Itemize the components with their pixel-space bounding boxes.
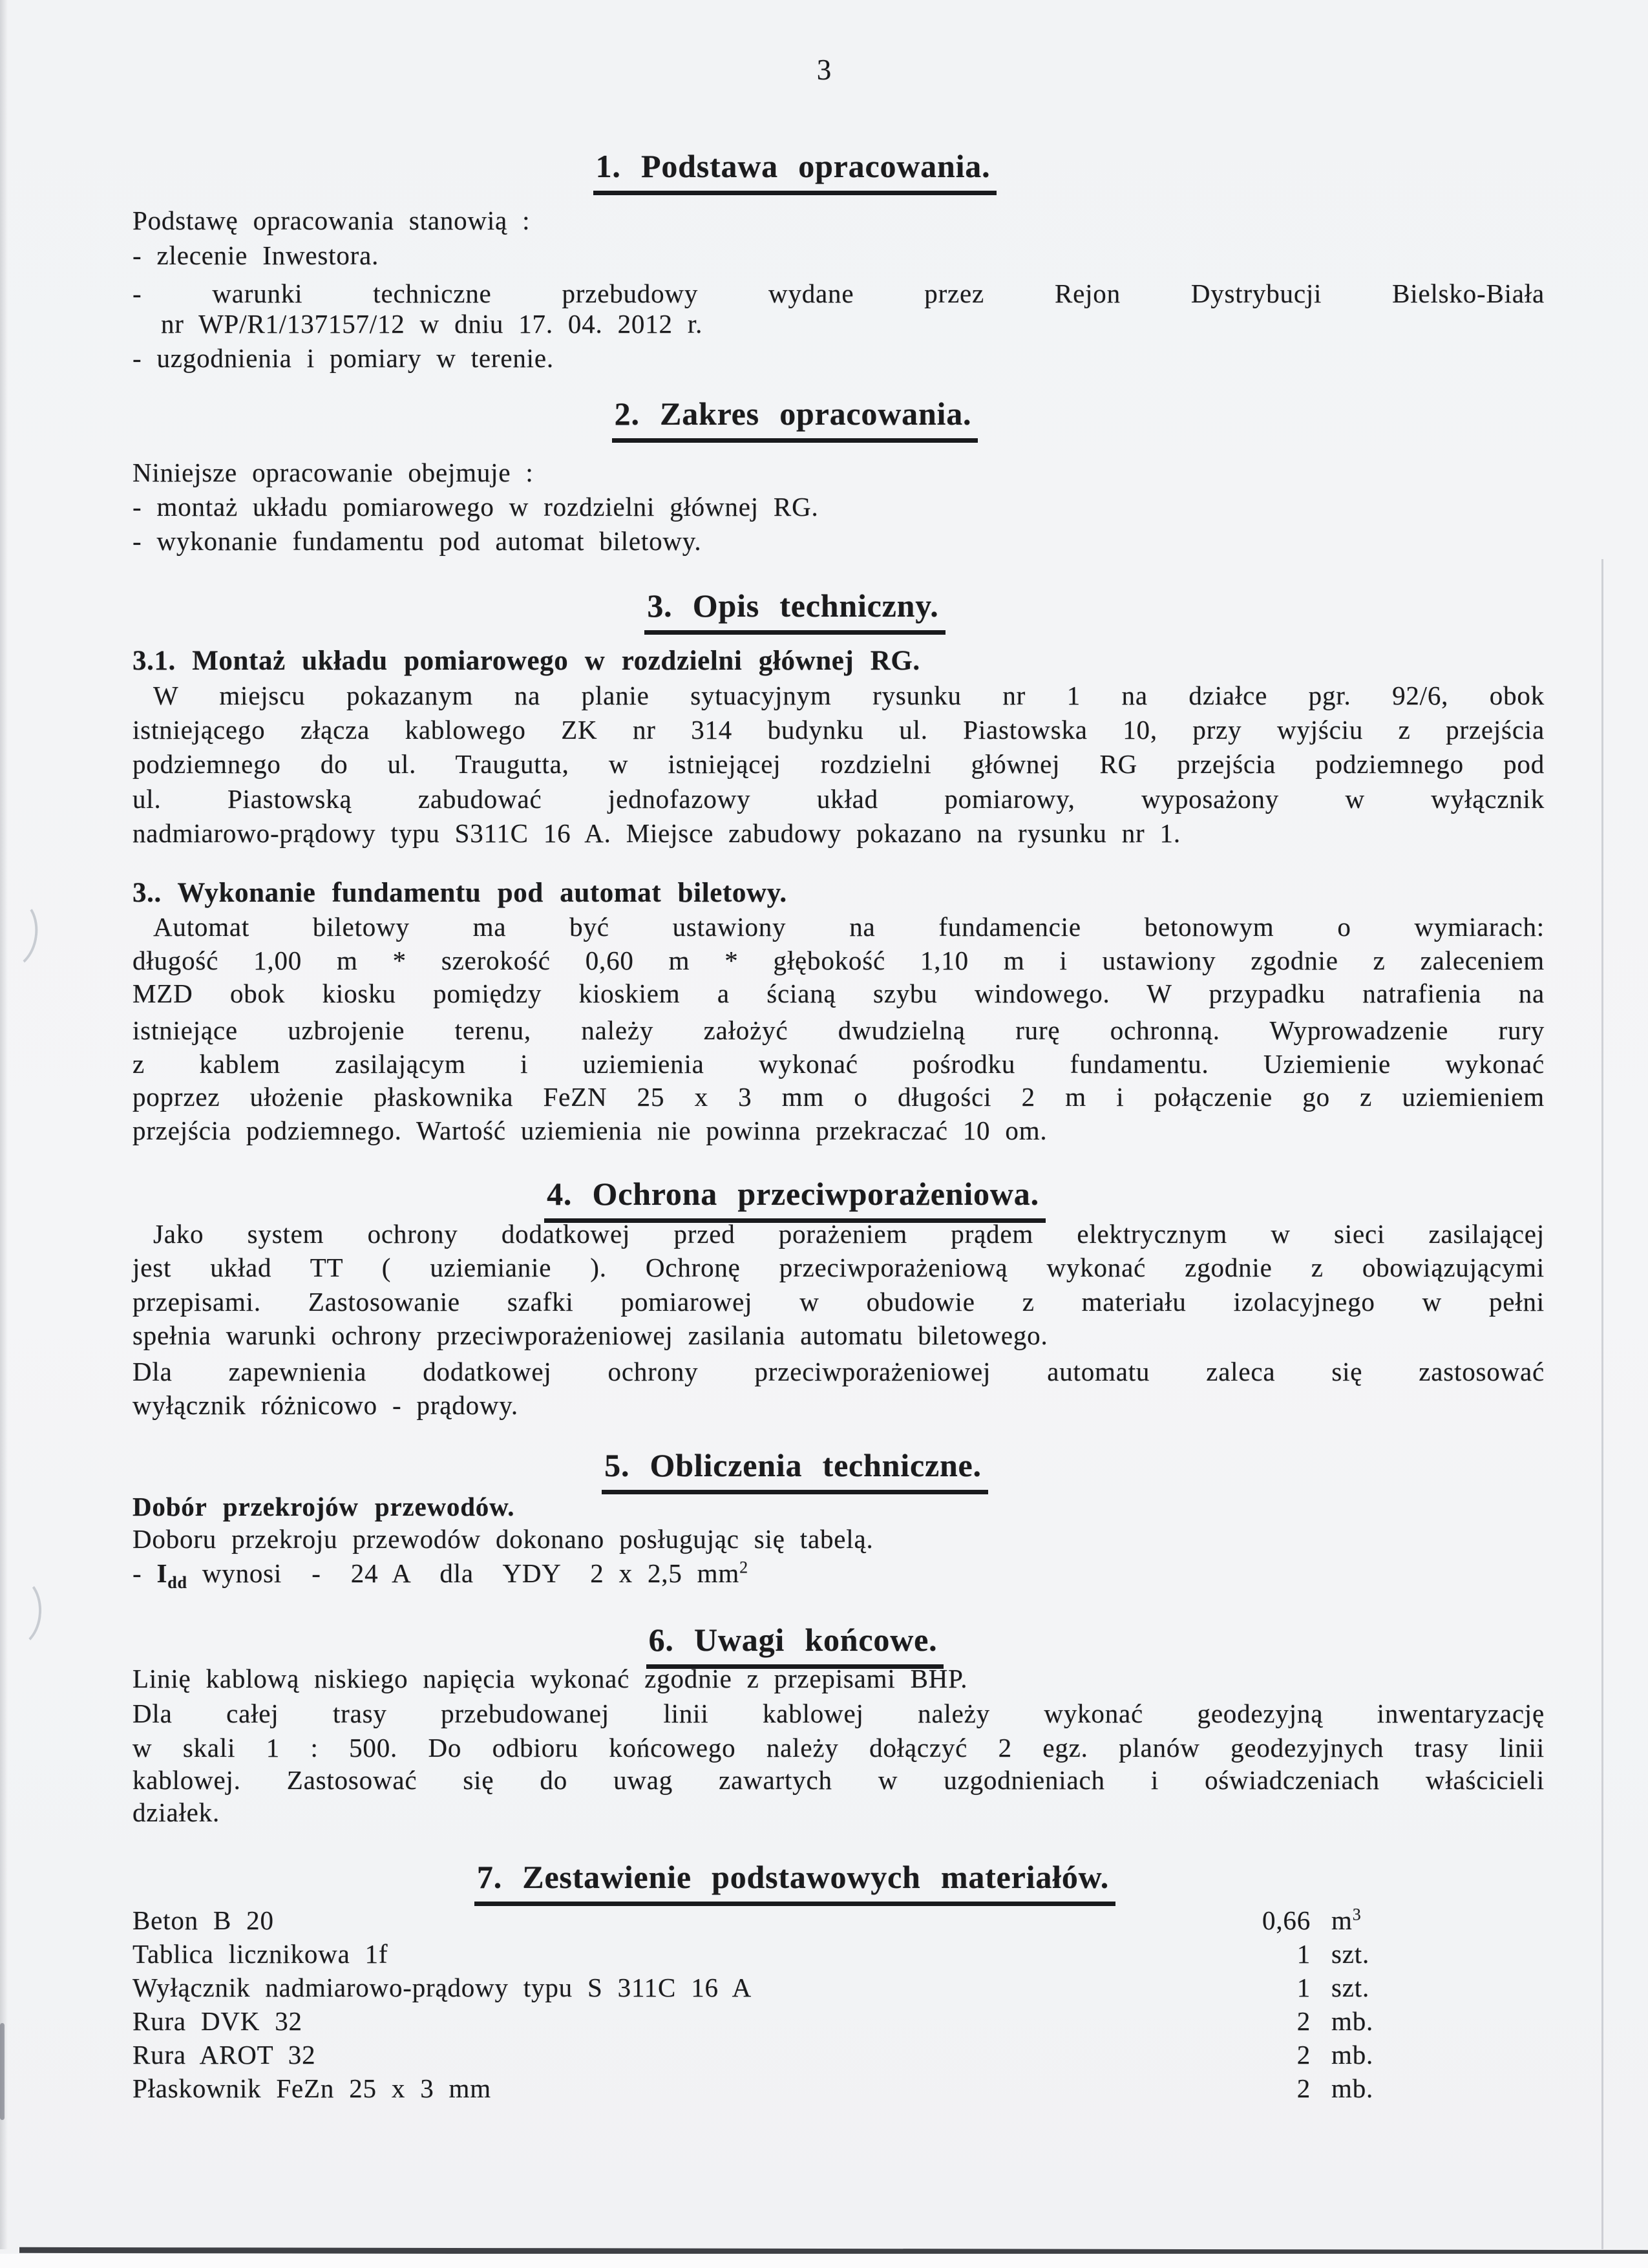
s31-paragraph-line: podziemnego do ul. Traugutta, w istniejącej rozdzielni głównej RG przejścia podziemnego pod: [132, 749, 1545, 779]
material-quantity: 1: [1296, 1939, 1311, 1969]
s31-paragraph-line: W miejscu pokazanym na planie sytuacyjnym rysunku nr 1 na działce pgr. 92/6, obok: [153, 681, 1545, 710]
s5-formula-line: [132, 1556, 1545, 1591]
section-6-heading-text: 6. Uwagi końcowe.: [646, 1620, 944, 1669]
s4-paragraph-line: przepisami. Zastosowanie szafki pomiarowej w obudowie z materiału izolacyjnego w pełni: [132, 1287, 1545, 1317]
formula-superscript: 2: [739, 1558, 748, 1577]
s32-paragraph-line: MZD obok kiosku pomiędzy kioskiem a ścianą szybu windowego. W przypadku natrafienia na: [132, 979, 1545, 1008]
s31-paragraph-line: ul. Piastowską zabudować jednofazowy układ pomiarowy, wyposażony w wyłącznik: [132, 784, 1545, 814]
formula-symbol: I: [156, 1558, 168, 1588]
section-4-heading-text: 4. Ochrona przeciwporażeniowa.: [544, 1174, 1046, 1223]
scan-fold-line: [1601, 559, 1603, 2249]
material-name: Rura AROT 32: [132, 2040, 316, 2070]
scan-left-shadow: [0, 0, 8, 2249]
formula-body: wynosi - 24 A dla YDY 2 x 2,5 mm: [187, 1558, 740, 1588]
material-unit-text: mb.: [1331, 2006, 1374, 2036]
material-unit: [1311, 2004, 1444, 2039]
scan-left-edge-mark: [0, 2023, 5, 2120]
material-quantity: 1: [1296, 1973, 1311, 2002]
material-quantity: 2: [1296, 2006, 1311, 2036]
material-unit: [1311, 2072, 1444, 2106]
section-5-heading: [0, 1445, 1590, 1494]
s32-paragraph-line: poprzez ułożenie płaskownika FeZN 25 x 3 mm o długości 2 m i połączenie go z uziemieniem: [132, 1082, 1545, 1112]
s1-list-item: - warunki techniczne przebudowy wydane przez Rejon Dystrybucji Bielsko-Biała: [132, 279, 1545, 308]
material-name: Wyłącznik nadmiarowo-prądowy typu S 311C 16 A: [132, 1973, 752, 2002]
section-5-heading-text: 5. Obliczenia techniczne.: [602, 1445, 988, 1494]
material-row: [132, 1971, 1444, 2005]
s6-paragraph-line: kablowej. Zastosować się do uwag zawartych w uzgodnieniach i oświadczeniach właścicieli: [132, 1765, 1545, 1795]
s31-paragraph-line: istniejącego złącza kablowego ZK nr 314 budynku ul. Piastowska 10, przy wyjściu z przejścia: [132, 715, 1545, 745]
section-4-heading: [0, 1174, 1590, 1223]
s2-list-item: - wykonanie fundamentu pod automat biletowy.: [132, 526, 702, 556]
material-row: [132, 2004, 1444, 2039]
material-unit-sup: 3: [1352, 1905, 1362, 1924]
section-3-heading: [0, 586, 1590, 635]
s6-paragraph-line: w skali 1 : 500. Do odbioru końcowego należy dołączyć 2 egz. planów geodezyjnych trasy linii: [132, 1733, 1545, 1763]
section-1-heading: [0, 146, 1590, 195]
material-unit-text: m: [1331, 1905, 1353, 1935]
s32-paragraph-line: istniejące uzbrojenie terenu, należy założyć dwudzielną rurę ochronną. Wyprowadzenie rury: [132, 1015, 1545, 1045]
material-name: Beton B 20: [132, 1905, 274, 1935]
s4-paragraph-line: Jako system ochrony dodatkowej przed porażeniem prądem elektrycznym w sieci zasilającej: [153, 1219, 1545, 1249]
formula-dash: -: [132, 1558, 157, 1588]
material-unit: [1311, 1903, 1444, 1938]
material-unit-text: mb.: [1331, 2073, 1374, 2103]
page-number: 3: [816, 54, 832, 86]
material-name: Płaskownik FeZn 25 x 3 mm: [132, 2073, 491, 2103]
s5-paragraph-line: Doboru przekroju przewodów dokonano posługując się tabelą.: [132, 1524, 874, 1554]
s32-paragraph-line: przejścia podziemnego. Wartość uziemienia nie powinna przekraczać 10 om.: [132, 1116, 1048, 1145]
scan-bottom-margin: [0, 2254, 1648, 2268]
s32-paragraph-line: Automat biletowy ma być ustawiony na fundamencie betonowym o wymiarach:: [153, 912, 1545, 942]
material-quantity: 0,66: [1262, 1905, 1311, 1935]
s2-intro-line: Niniejsze opracowanie obejmuje :: [132, 458, 534, 487]
formula-subscript: dd: [167, 1573, 187, 1593]
s6-paragraph-line: Dla całej trasy przebudowanej linii kablowej należy wykonać geodezyjną inwentaryzację: [132, 1699, 1545, 1728]
s1-intro-line: Podstawę opracowania stanowią :: [132, 206, 531, 235]
s1-list-item-continuation: nr WP/R1/137157/12 w dniu 17. 04. 2012 r.: [161, 309, 703, 339]
s4-paragraph-line: Dla zapewnienia dodatkowej ochrony przeciwporażeniowej automatu zaleca się zastosować: [132, 1357, 1545, 1386]
scan-curl-mark: [0, 894, 42, 973]
material-unit: [1311, 1971, 1444, 2005]
material-unit-text: mb.: [1331, 2040, 1374, 2070]
s4-paragraph-line: spełnia warunki ochrony przeciwporażeniowej zasilania automatu biletowego.: [132, 1320, 1048, 1350]
material-name: Rura DVK 32: [132, 2006, 302, 2036]
material-unit: [1311, 2038, 1444, 2072]
material-quantity: 2: [1296, 2073, 1311, 2103]
section-7-heading-text: 7. Zestawienie podstawowych materiałów.: [474, 1857, 1115, 1906]
s6-paragraph-line: Linię kablową niskiego napięcia wykonać zgodnie z przepisami BHP.: [132, 1664, 968, 1693]
s1-list-item: - uzgodnienia i pomiary w terenie.: [132, 343, 554, 373]
s5-subheading: Dobór przekrojów przewodów.: [132, 1492, 515, 1521]
material-unit-text: szt.: [1331, 1973, 1369, 2002]
material-row: [132, 1903, 1444, 1938]
s1-list-item: - zlecenie Inwestora.: [132, 240, 379, 270]
s31-subheading: 3.1. Montaż układu pomiarowego w rozdzielni głównej RG.: [132, 646, 920, 676]
section-2-heading: [0, 394, 1590, 443]
section-2-heading-text: 2. Zakres opracowania.: [612, 394, 978, 443]
material-row: [132, 2038, 1444, 2072]
material-row: [132, 1937, 1444, 1971]
s4-paragraph-line: wyłącznik różnicowo - prądowy.: [132, 1390, 518, 1420]
s4-paragraph-line: jest układ TT ( uziemianie ). Ochronę przeciwporażeniową wykonać zgodnie z obowiązującymi: [132, 1253, 1545, 1282]
s32-subheading: 3.. Wykonanie fundamentu pod automat biletowy.: [132, 878, 787, 908]
material-row: [132, 2072, 1444, 2106]
s32-paragraph-line: z kablem zasilającym i uziemienia wykonać pośrodku fundamentu. Uziemienie wykonać: [132, 1049, 1545, 1079]
section-1-heading-text: 1. Podstawa opracowania.: [593, 146, 997, 195]
section-7-heading: [0, 1857, 1590, 1906]
material-name: Tablica licznikowa 1f: [132, 1939, 388, 1969]
s32-paragraph-line: długość 1,00 m * szerokość 0,60 m * głębokość 1,10 m i ustawiony zgodnie z zaleceniem: [132, 946, 1545, 975]
s2-list-item: - montaż układu pomiarowego w rozdzielni głównej RG.: [132, 492, 819, 522]
material-unit: [1311, 1937, 1444, 1971]
material-quantity: 2: [1296, 2040, 1311, 2070]
section-3-heading-text: 3. Opis techniczny.: [644, 586, 945, 635]
material-unit-text: szt.: [1331, 1939, 1369, 1969]
s31-paragraph-line: nadmiarowo-prądowy typu S311C 16 A. Miejsce zabudowy pokazano na rysunku nr 1.: [132, 818, 1181, 848]
s6-paragraph-line: działek.: [132, 1797, 220, 1827]
